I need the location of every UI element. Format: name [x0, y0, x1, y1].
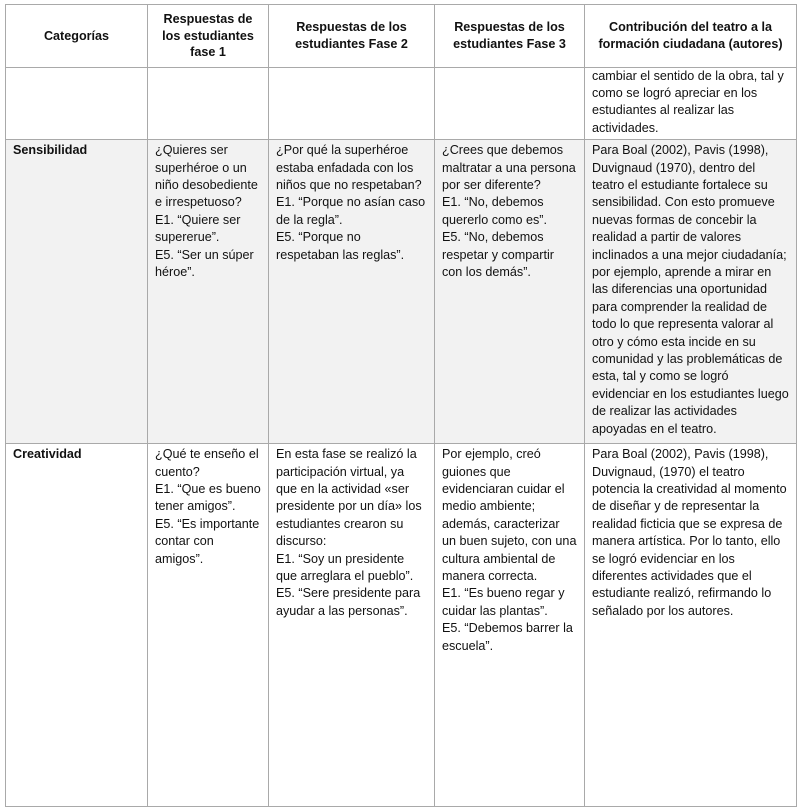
continuation-row — [6, 67, 797, 140]
cont-cell-fase2 — [269, 67, 435, 140]
sensibilidad-fase2-cell — [269, 140, 435, 444]
cont-cell-fase1 — [148, 67, 269, 140]
header-row — [6, 5, 797, 68]
sensibilidad-fase2-e1: E1. “Porque no asían caso de la regla”. — [276, 195, 426, 227]
header-categorias: Categorías — [6, 5, 148, 68]
creatividad-fase3-e1: E1. “Es bueno regar y cuidar las plantas”. — [442, 586, 565, 618]
cont-cell-contribucion: cambiar el sentido de la obra, tal y como se logró apreciar en los estudiantes al realizar las actividades. — [585, 67, 797, 140]
creatividad-fase2-e5: E5. “Sere presidente para ayudar a las personas”. — [276, 586, 421, 618]
header-fase3: Respuestas de los estudiantes Fase 3 — [435, 5, 585, 68]
creatividad-fase3-cell — [435, 444, 585, 807]
sensibilidad-fase3-cell — [435, 140, 585, 444]
creatividad-category: Creatividad — [6, 444, 148, 807]
sensibilidad-fase2-question: ¿Por qué la superhéroe estaba enfadada con los niños que no respetaban? — [276, 143, 422, 192]
sensibilidad-fase1-question: ¿Quieres ser superhéroe o un niño desobediente e irrespetuoso? — [155, 143, 258, 210]
sensibilidad-contribucion: Para Boal (2002), Pavis (1998), Duvignaud (1970), dentro del teatro el estudiante fortalece su sensibilidad. Con esto promueve nuevas formas de concebir la realidad a partir de valores inclinados a una mejor ciudadanía; por ejemplo, aprende a mirar en las diferencias una oportunidad para comprender la realidad de todo lo que representa valorar al otro y cómo esta incide en su comunidad y las problemáticas de esta, tal y como se logró evidenciar en los estudiantes luego de realizar las actividades apoyadas en el teatro. — [585, 140, 797, 444]
sensibilidad-fase3-e1: E1. “No, debemos quererlo como es”. — [442, 195, 547, 227]
sensibilidad-fase1-cell — [148, 140, 269, 444]
creatividad-fase2-cell — [269, 444, 435, 807]
sensibilidad-row — [6, 140, 797, 444]
creatividad-row — [6, 444, 797, 807]
creatividad-fase1-e1: E1. “Que es bueno tener amigos”. — [155, 481, 261, 514]
sensibilidad-fase1-e1: E1. “Quiere ser supererue”. — [155, 212, 241, 245]
sensibilidad-fase3-e5: E5. “No, debemos respetar y compartir con los demás”. — [442, 230, 554, 279]
creatividad-fase2-e1: E1. “Soy un presidente que arreglara el pueblo”. — [276, 551, 414, 583]
header-fase2: Respuestas de los estudiantes Fase 2 — [269, 5, 435, 68]
creatividad-fase1-question: ¿Qué te enseño el cuento? — [155, 447, 259, 479]
cont-cell-fase3 — [435, 67, 585, 140]
header-fase1: Respuestas de los estudiantes fase 1 — [148, 5, 269, 68]
creatividad-fase3-intro: Por ejemplo, creó guiones que evidenciaran cuidar el medio ambiente; además, caracterizar un buen sujeto, con una cultura ambiental de manera correcta. — [442, 447, 577, 583]
creatividad-fase1-e5: E5. “Es importante contar con amigos”. — [155, 516, 260, 566]
header-contribucion: Contribución del teatro a la formación ciudadana (autores) — [585, 5, 797, 68]
creatividad-fase1-cell — [148, 444, 269, 807]
creatividad-fase3-e5: E5. “Debemos barrer la escuela”. — [442, 621, 573, 653]
sensibilidad-fase1-e5: E5. “Ser un súper héroe”. — [155, 247, 254, 279]
results-table — [5, 4, 797, 807]
sensibilidad-category: Sensibilidad — [6, 140, 148, 444]
sensibilidad-fase2-e5: E5. “Porque no respetaban las reglas”. — [276, 230, 405, 262]
sensibilidad-fase3-question: ¿Crees que debemos maltratar a una persona por ser diferente? — [442, 143, 576, 192]
creatividad-fase2-intro: En esta fase se realizó la participación virtual, ya que en la actividad «ser presidente por un día» los estudiantes crearon su discurso: — [276, 447, 422, 549]
creatividad-contribucion: Para Boal (2002), Pavis (1998), Duvignaud, (1970) el teatro potencia la creatividad al momento de diseñar y de representar la realidad ficticia que se expresa de manera artística. Por lo tanto, ello se logró evidenciar en los diferentes actividades que el estudiante realizó, refirmando lo señalado por los autores. — [585, 444, 797, 807]
cont-cell-categoria — [6, 67, 148, 140]
